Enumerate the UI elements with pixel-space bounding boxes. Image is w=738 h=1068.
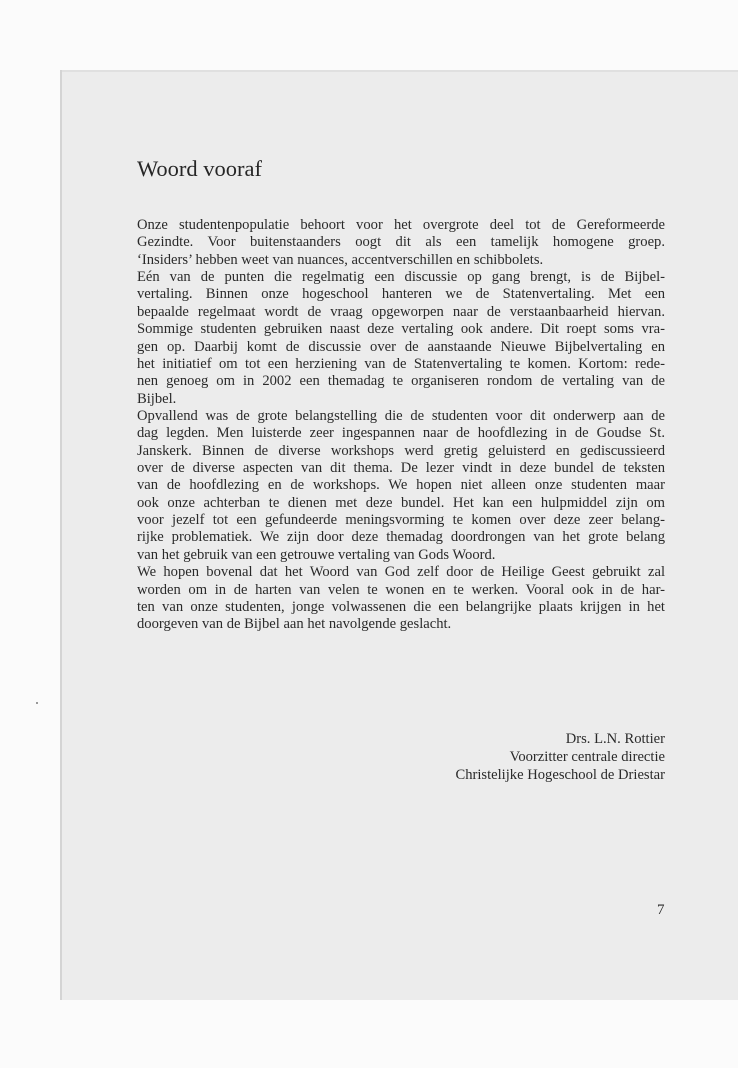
text-line: van het gebruik van een getrouwe vertaling van Gods Woord. bbox=[137, 546, 496, 563]
text-line: vertaling. Binnen onze hogeschool hanteren we de Statenvertaling. Met een bbox=[137, 286, 665, 303]
text-line: Onze studentenpopulatie behoort voor het overgrote deel tot de Gereformeerde bbox=[137, 217, 665, 233]
text-line: ‘Insiders’ hebben weet van nuances, accentverschillen en schibbolets. bbox=[137, 251, 544, 268]
text-line: bepaalde regelmaat wordt de vraag opgeworpen naar de verstaanbaarheid hiervan. bbox=[137, 303, 665, 320]
text-line: Janskerk. Binnen de diverse workshops werd gretig geluisterd en gediscussieerd bbox=[137, 442, 665, 459]
page-number: 7 bbox=[657, 902, 665, 918]
text-line: doorgeven van de Bijbel aan het navolgende geslacht. bbox=[137, 616, 452, 633]
text-line: ten van onze studenten, jonge volwassenen die een belangrijke plaats krijgen in het bbox=[137, 598, 665, 615]
text-line: over de diverse aspecten van dit thema. De lezer vindt in deze bundel de teksten bbox=[137, 460, 665, 477]
text-line: voor jezelf tot een gefundeerde meningsvorming te komen over deze zeer belang- bbox=[137, 512, 665, 529]
signature-block bbox=[455, 730, 665, 784]
signature-role: Voorzitter centrale directie bbox=[509, 749, 665, 765]
text-line: Opvallend was de grote belangstelling die de studenten voor dit onderwerp aan de bbox=[137, 407, 665, 424]
text-line: Bijbel. bbox=[137, 390, 177, 407]
scan-speck bbox=[36, 702, 38, 704]
text-line: Gezindte. Voor buitenstaanders oogt dit als een tamelijk homogene groep. bbox=[137, 234, 665, 251]
text-line: worden om in de harten van velen te wonen en te werken. Vooral ook in de har- bbox=[137, 581, 665, 598]
text-line: We hopen bovenal dat het Woord van God zelf door de Heilige Geest gebruikt zal bbox=[137, 564, 665, 581]
text-line: ook onze achterban te dienen met deze bundel. Het kan een hulpmiddel zijn om bbox=[137, 494, 665, 511]
text-line: dag legden. Men luisterde zeer ingespannen naar de hoofdlezing in de Goudse St. bbox=[137, 425, 665, 442]
signature-institution: Christelijke Hogeschool de Driestar bbox=[455, 767, 665, 783]
text-line: Sommige studenten gebruiken naast deze vertaling ook andere. Dit roept soms vra- bbox=[137, 321, 665, 338]
text-line: het initiatief om tot een herziening van de Statenvertaling te komen. Kortom: rede- bbox=[137, 355, 665, 372]
text-line: nen genoeg om in 2002 een themadag te organiseren rondom de vertaling van de bbox=[137, 373, 665, 390]
text-line: rijke problematiek. We zijn door deze themadag doordrongen van het grote belang bbox=[137, 529, 665, 546]
text-line: van de hoofdlezing en de workshops. We hopen niet alleen onze studenten maar bbox=[137, 477, 665, 494]
signature-name: Drs. L.N. Rottier bbox=[565, 731, 665, 747]
foreword-body bbox=[137, 217, 665, 634]
text-line: Eén van de punten die regelmatig een discussie op gang brengt, is de Bijbel- bbox=[137, 269, 665, 286]
text-line: gen op. Daarbij komt de discussie over de aanstaande Nieuwe Bijbelvertaling en bbox=[137, 338, 665, 355]
page-heading: Woord vooraf bbox=[137, 156, 263, 181]
